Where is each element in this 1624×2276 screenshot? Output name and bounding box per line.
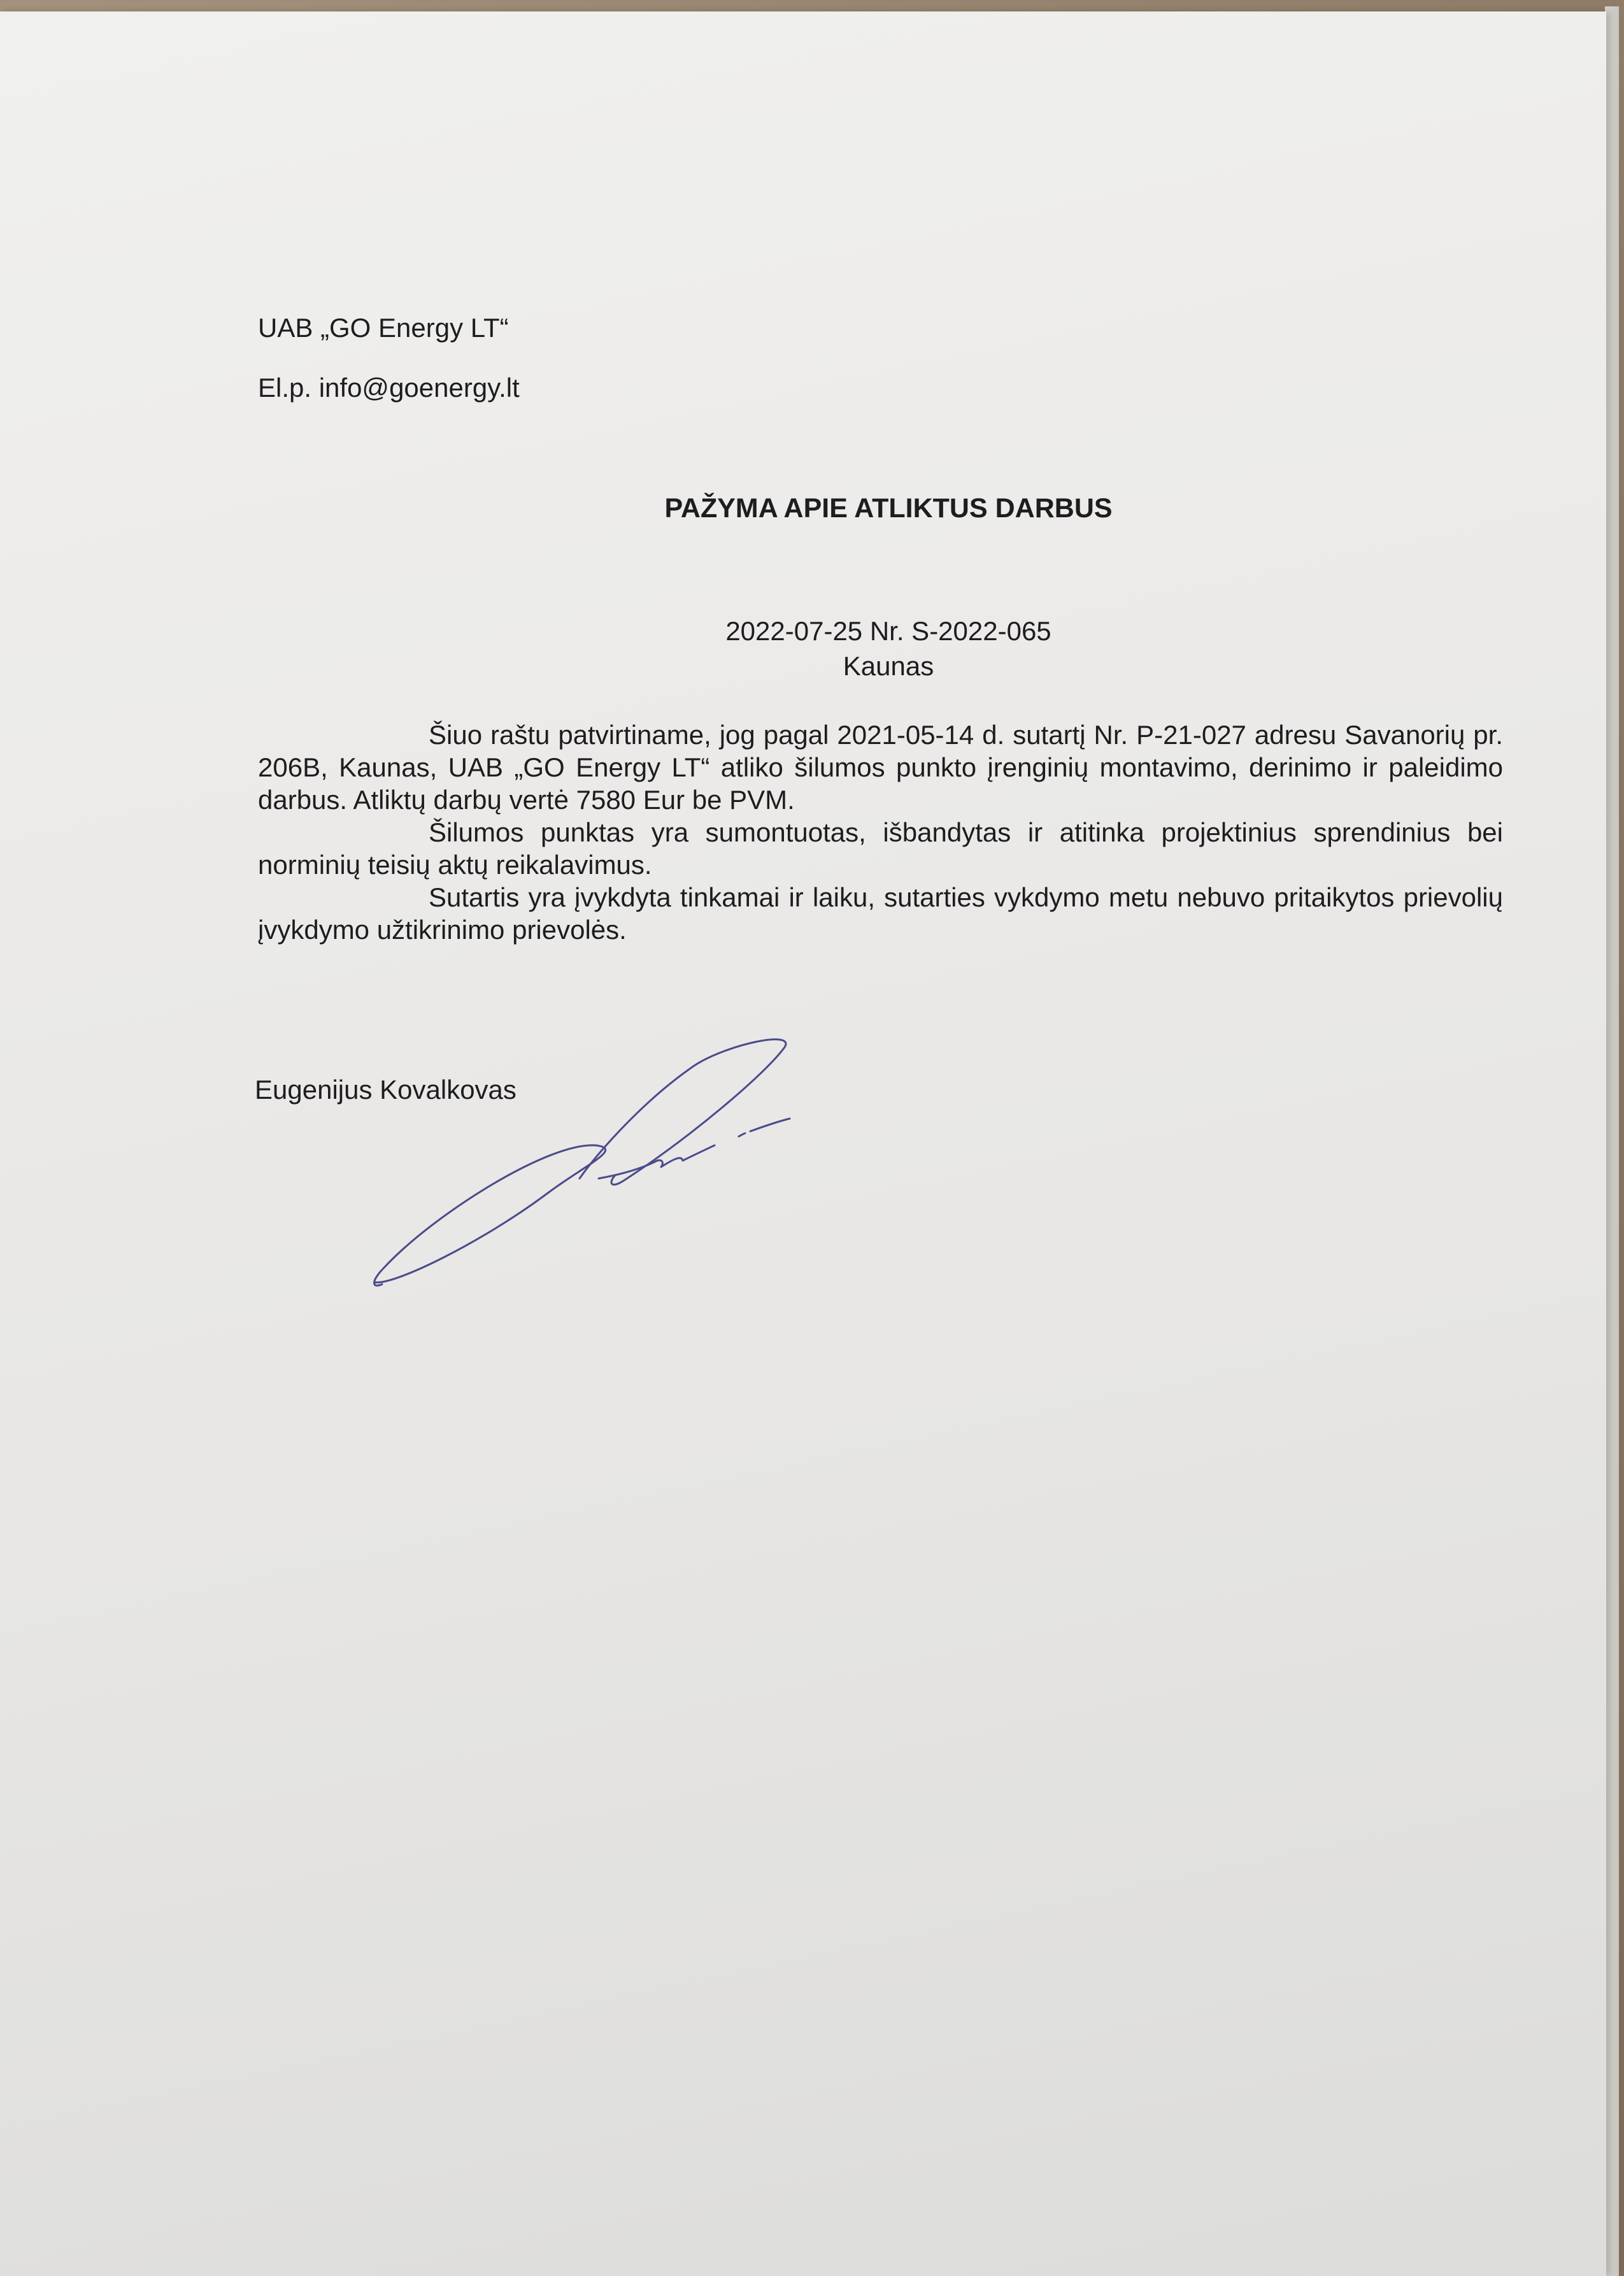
document-page bbox=[0, 11, 1606, 2276]
paragraph-2: Šilumos punktas yra sumontuotas, išbandytas ir atitinka projektinius sprendinius bei norminių teisių aktų reikalavimus. bbox=[258, 817, 1503, 880]
paragraph-3: Sutartis yra įvykdyta tinkamai ir laiku, sutarties vykdymo metu nebuvo pritaikytos prievolių įvykdymo užtikrinimo prievolės. bbox=[258, 882, 1503, 945]
document-title: PAŽYMA APIE ATLIKTUS DARBUS bbox=[664, 493, 1113, 524]
company-name: UAB „GO Energy LT“ bbox=[258, 313, 509, 343]
signature-icon bbox=[357, 1031, 828, 1298]
document-city: Kaunas bbox=[843, 651, 934, 681]
document-date-number: 2022-07-25 Nr. S-2022-065 bbox=[725, 616, 1051, 646]
sheet-edge bbox=[1605, 6, 1619, 2276]
company-email: El.p. info@goenergy.lt bbox=[258, 373, 520, 403]
paragraph-1: Šiuo raštu patvirtiname, jog pagal 2021-05-14 d. sutartį Nr. P-21-027 adresu Savanorių pr. 206B, Kaunas, UAB „GO Energy LT“ atliko šilumos punkto įrenginių montavimo, derinimo ir paleidimo darbus. Atliktų darbų vertė 7580 Eur be PVM. bbox=[258, 720, 1503, 815]
document-body bbox=[258, 719, 1503, 946]
signer-name: Eugenijus Kovalkovas bbox=[255, 1075, 516, 1105]
